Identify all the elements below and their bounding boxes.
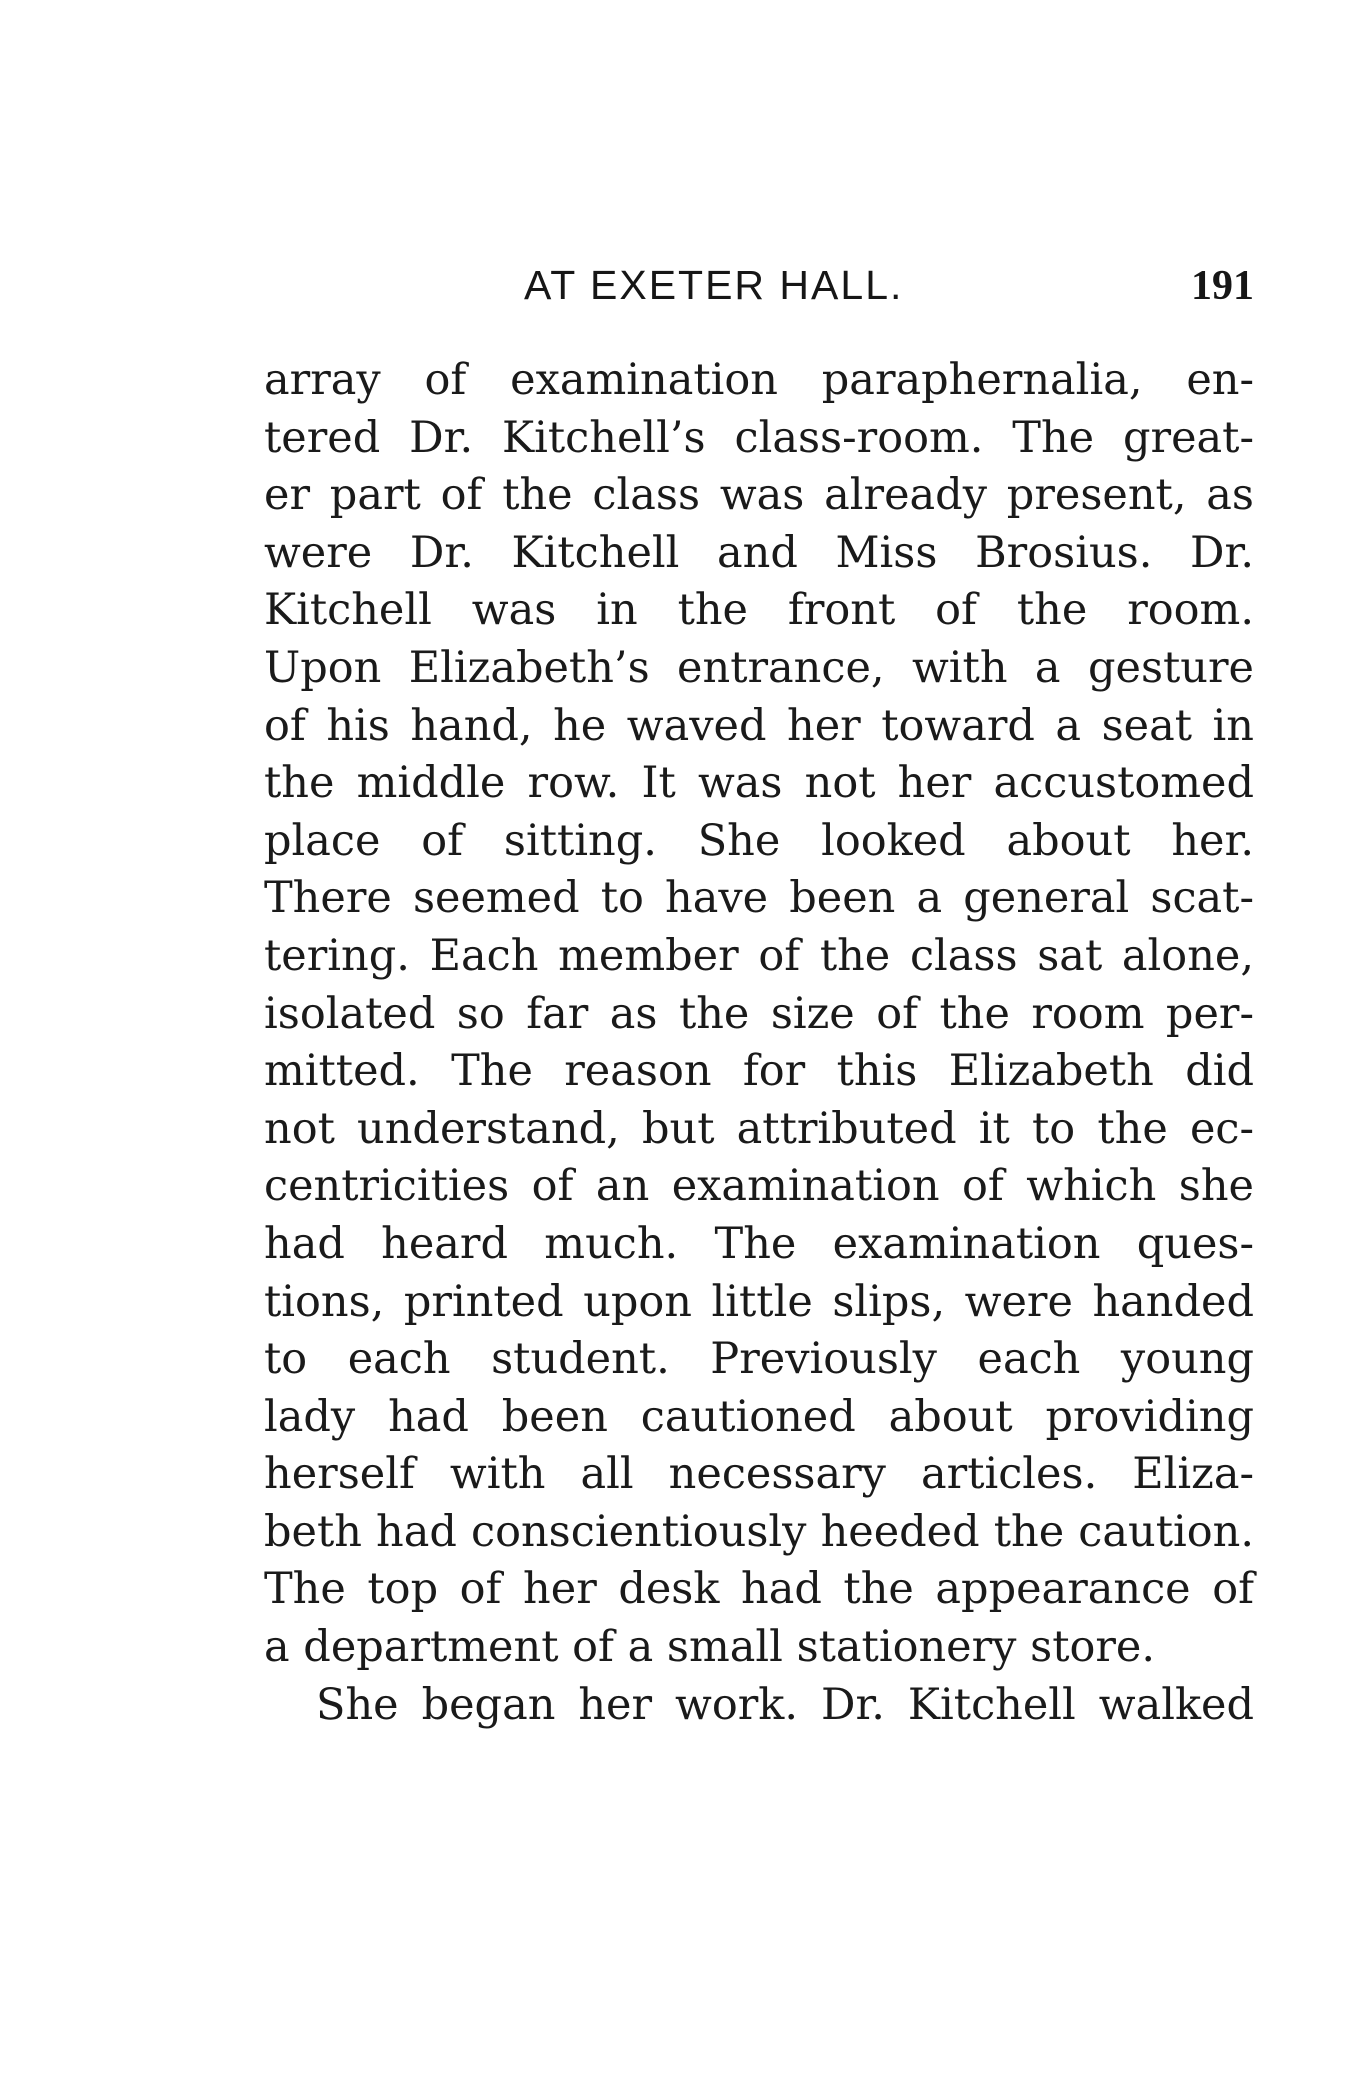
text-line: tions, printed upon little slips, were handed bbox=[264, 1276, 1254, 1327]
text-line: to each student. Previously each young bbox=[264, 1334, 1254, 1385]
text-line: had heard much. The examination ques- bbox=[264, 1218, 1254, 1269]
text-line: isolated so far as the size of the room per- bbox=[264, 988, 1254, 1039]
text-line: There seemed to have been a general scat- bbox=[264, 873, 1254, 924]
text-line: a department of a small stationery store. bbox=[264, 1622, 1156, 1673]
text-line: not understand, but attributed it to the ec- bbox=[264, 1103, 1254, 1154]
running-head bbox=[264, 262, 1254, 322]
running-title: AT EXETER HALL. bbox=[524, 262, 904, 308]
text-line: Kitchell was in the front of the room. bbox=[264, 585, 1254, 636]
text-line: mitted. The reason for this Elizabeth did bbox=[264, 1046, 1254, 1097]
text-line: lady had been cautioned about providing bbox=[264, 1391, 1254, 1442]
text-line: beth had conscientiously heeded the caution. bbox=[264, 1506, 1254, 1557]
paragraph-1 bbox=[264, 352, 1254, 1677]
text-line: The top of her desk had the appearance of bbox=[264, 1564, 1254, 1615]
body-text bbox=[264, 352, 1254, 1734]
text-line: array of examination paraphernalia, en- bbox=[264, 355, 1254, 405]
paragraph-2 bbox=[264, 1677, 1254, 1735]
text-line: Upon Elizabeth’s entrance, with a gesture bbox=[264, 642, 1254, 693]
text-line: of his hand, he waved her toward a seat in bbox=[264, 700, 1254, 751]
text-line: tered Dr. Kitchell’s class-room. The great- bbox=[264, 412, 1254, 463]
page-number: 191 bbox=[1191, 263, 1254, 309]
text-line: herself with all necessary articles. Eliza- bbox=[264, 1449, 1254, 1500]
text-line: were Dr. Kitchell and Miss Brosius. Dr. bbox=[264, 527, 1254, 578]
text-line: centricities of an examination of which she bbox=[264, 1161, 1254, 1212]
text-line: She began her work. Dr. Kitchell walked bbox=[316, 1679, 1254, 1730]
text-line: the middle row. It was not her accustomed bbox=[264, 758, 1254, 809]
text-line: tering. Each member of the class sat alone, bbox=[264, 930, 1254, 981]
text-line: place of sitting. She looked about her. bbox=[264, 815, 1254, 866]
text-line: er part of the class was already present, as bbox=[264, 470, 1254, 521]
